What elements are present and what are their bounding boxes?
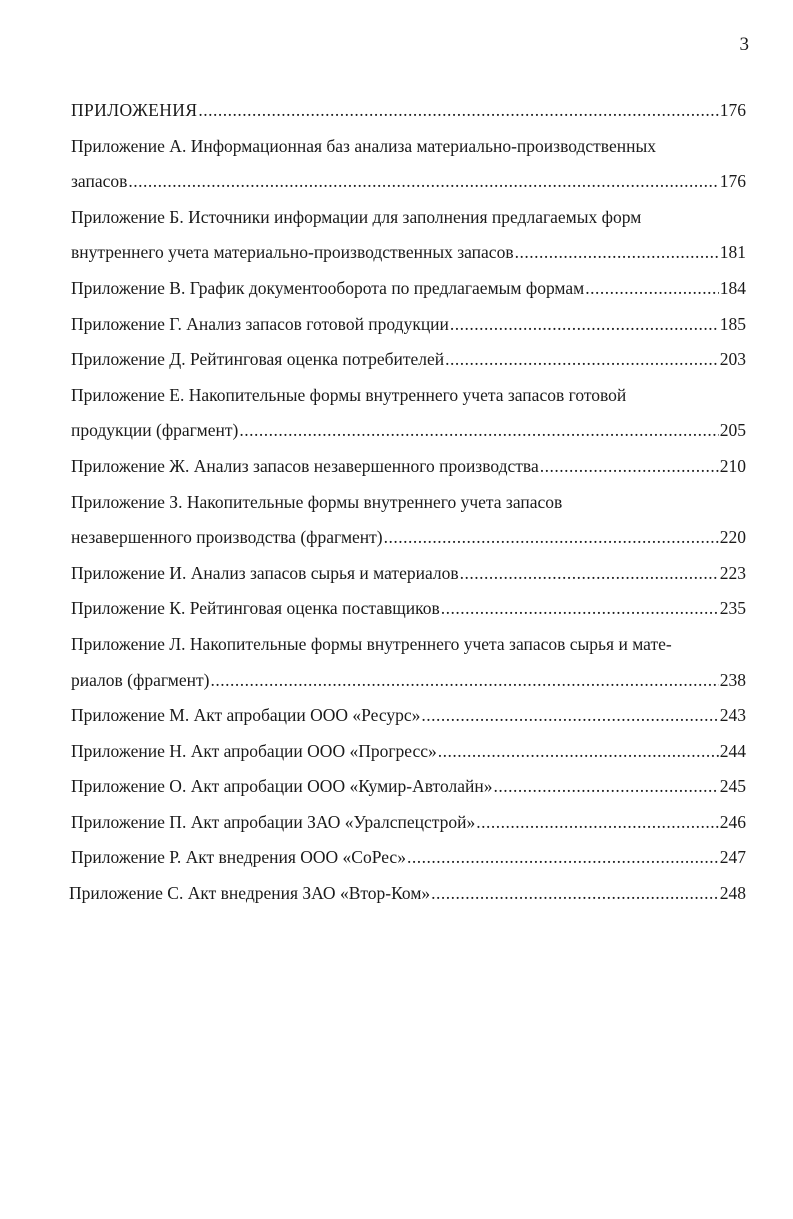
dot-leader xyxy=(444,342,719,378)
toc-entry-text: Приложение И. Анализ запасов сырья и материалов xyxy=(71,562,459,583)
toc-line xyxy=(71,413,746,449)
toc-page-number: 210 xyxy=(719,455,746,476)
toc-page-number: 181 xyxy=(719,242,746,263)
toc-line xyxy=(71,129,746,165)
toc-page-number: 247 xyxy=(719,847,746,868)
toc-line xyxy=(71,663,746,699)
toc-entry-text: Приложение А. Информационная баз анализа материально-производственных xyxy=(71,135,656,156)
toc-line xyxy=(71,734,746,770)
toc-page-number: 176 xyxy=(719,100,746,120)
toc-page-number: 245 xyxy=(719,776,746,797)
toc-entry-text: незавершенного производства (фрагмент) xyxy=(71,527,383,548)
toc-page-number: 238 xyxy=(719,669,746,690)
toc-entry-text: Приложение Л. Накопительные формы внутреннего учета запасов сырья и мате- xyxy=(71,633,672,654)
toc-entry-text: Приложение Г. Анализ запасов готовой продукции xyxy=(71,313,449,334)
dot-leader xyxy=(437,734,719,770)
toc-entry-text: Приложение Ж. Анализ запасов незавершенного производства xyxy=(71,455,539,476)
toc-line xyxy=(71,485,746,521)
toc-line xyxy=(71,235,746,271)
toc-entry-text: Приложение О. Акт апробации ООО «Кумир-Автолайн» xyxy=(71,776,493,797)
toc-page-number: 246 xyxy=(719,811,746,832)
toc-line xyxy=(71,769,746,805)
toc-line xyxy=(71,840,746,876)
toc-entry-text: Приложение Б. Источники информации для заполнения предлагаемых форм xyxy=(71,206,642,227)
toc-page-number: 223 xyxy=(719,562,746,583)
toc-line xyxy=(71,307,746,343)
dot-leader xyxy=(406,840,719,876)
toc-entry-text: Приложение Н. Акт апробации ООО «Прогресс» xyxy=(71,740,437,761)
toc-entry-text: Приложение С. Акт внедрения ЗАО «Втор-Ком» xyxy=(69,883,431,904)
toc-page-number: 244 xyxy=(719,740,746,761)
toc-page-number: 176 xyxy=(719,171,746,192)
toc-line xyxy=(71,591,746,627)
toc-page-number: 220 xyxy=(719,527,746,548)
toc-entry-text: Приложение В. График документооборота по предлагаемым формам xyxy=(71,277,585,298)
toc-line xyxy=(69,876,746,912)
dot-leader xyxy=(440,591,719,627)
toc-entry-text: Приложение Р. Акт внедрения ООО «СоРес» xyxy=(71,847,406,868)
toc-line xyxy=(71,520,746,556)
toc-line xyxy=(71,342,746,378)
dot-leader xyxy=(420,698,718,734)
dot-leader xyxy=(514,235,719,271)
toc-entry-text: Приложение М. Акт апробации ООО «Ресурс» xyxy=(71,705,421,726)
toc-entry-text: продукции (фрагмент) xyxy=(71,420,239,441)
toc-line xyxy=(71,164,746,200)
toc-line xyxy=(71,698,746,734)
toc-entry-text: Приложение З. Накопительные формы внутреннего учета запасов xyxy=(71,491,563,512)
page-number: 3 xyxy=(739,34,749,55)
toc-page-number: 185 xyxy=(719,313,746,334)
dot-leader xyxy=(238,413,718,449)
toc-line xyxy=(71,271,746,307)
toc-page-number: 235 xyxy=(719,598,746,619)
toc-line xyxy=(71,556,746,592)
dot-leader xyxy=(197,93,718,129)
toc-page-number: 243 xyxy=(719,705,746,726)
dot-leader xyxy=(459,556,719,592)
dot-leader xyxy=(449,307,719,343)
dot-leader xyxy=(492,769,718,805)
dot-leader xyxy=(209,663,718,699)
toc-page-number: 203 xyxy=(719,349,746,370)
toc-line xyxy=(71,449,746,485)
dot-leader xyxy=(127,164,718,200)
toc-entry-text: Приложение Д. Рейтинговая оценка потребителей xyxy=(71,349,445,370)
toc-line xyxy=(71,805,746,841)
dot-leader xyxy=(584,271,719,307)
toc-entry-text: Приложение Е. Накопительные формы внутреннего учета запасов готовой xyxy=(71,384,627,405)
dot-leader xyxy=(383,520,719,556)
toc-entry-text: Приложение К. Рейтинговая оценка поставщиков xyxy=(71,598,440,619)
dot-leader xyxy=(430,876,719,912)
toc-entry-text: риалов (фрагмент) xyxy=(71,669,210,690)
toc-line xyxy=(71,627,746,663)
dot-leader xyxy=(475,805,719,841)
toc-line xyxy=(71,200,746,236)
toc-entry-text: ПРИЛОЖЕНИЯ xyxy=(71,100,198,120)
toc-entry-text: Приложение П. Акт апробации ЗАО «Уралспецстрой» xyxy=(71,811,476,832)
toc-line xyxy=(71,378,746,414)
toc-page-number: 184 xyxy=(719,277,746,298)
dot-leader xyxy=(539,449,719,485)
toc-line xyxy=(71,93,746,129)
toc-page-number: 248 xyxy=(719,883,746,904)
toc-entry-text: запасов xyxy=(71,171,128,192)
table-of-contents xyxy=(71,93,746,912)
toc-page-number: 205 xyxy=(719,420,746,441)
toc-entry-text: внутреннего учета материально-производственных запасов xyxy=(71,242,514,263)
